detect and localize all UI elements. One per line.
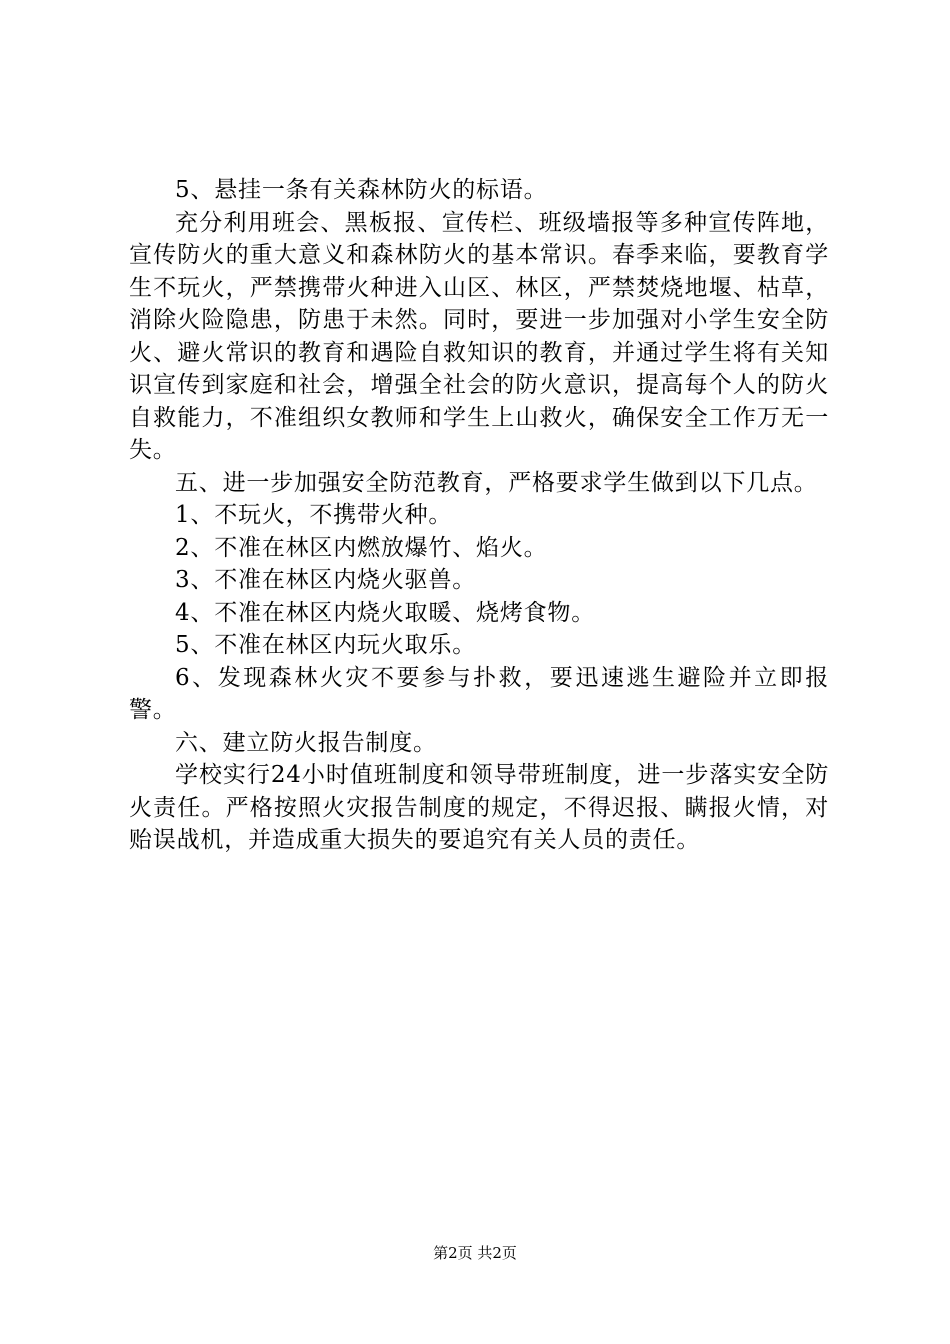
- document-body: [129, 174, 829, 857]
- rule-item-1: 1、不玩火，不携带火种。: [175, 502, 453, 528]
- paragraph-publicity: 充分利用班会、黑板报、宣传栏、班级墙报等多种宣传阵地，宣传防火的重大意义和森林防火的基本常识。春季来临，要教育学生不玩火，严禁携带火种进入山区、林区，严禁焚烧地堰、枯草，消除火险隐患，防患于未然。同时，要进一步加强对小学生安全防火、避火常识的教育和遇险自救知识的教育，并通过学生将有关知识宣传到家庭和社会，增强全社会的防火意识，提高每个人的防火自救能力，不准组织女教师和学生上山救火，确保安全工作万无一失。: [129, 209, 829, 463]
- paragraph-slogan-item: 5、悬挂一条有关森林防火的标语。: [175, 177, 548, 203]
- rule-item-6: 6、发现森林火灾不要参与扑救，要迅速逃生避险并立即报警。: [129, 664, 829, 723]
- section-heading-six: 六、建立防火报告制度。: [175, 729, 437, 756]
- rule-item-2: 2、不准在林区内燃放爆竹、焰火。: [175, 534, 548, 561]
- rule-item-4: 4、不准在林区内烧火取暖、烧烤食物。: [175, 599, 596, 626]
- section-heading-five: 五、进一步加强安全防范教育，严格要求学生做到以下几点。: [175, 469, 818, 496]
- paragraph-reporting-system: 学校实行24小时值班制度和领导带班制度，进一步落实安全防火责任。严格按照火灾报告制度的规定，不得迟报、瞒报火情，对贻误战机，并造成重大损失的要追究有关人员的责任。: [129, 762, 829, 853]
- rule-item-5: 5、不准在林区内玩火取乐。: [175, 632, 477, 658]
- page-number-footer: 第2页 共2页: [433, 1244, 517, 1262]
- rule-item-3: 3、不准在林区内烧火驱兽。: [175, 567, 477, 593]
